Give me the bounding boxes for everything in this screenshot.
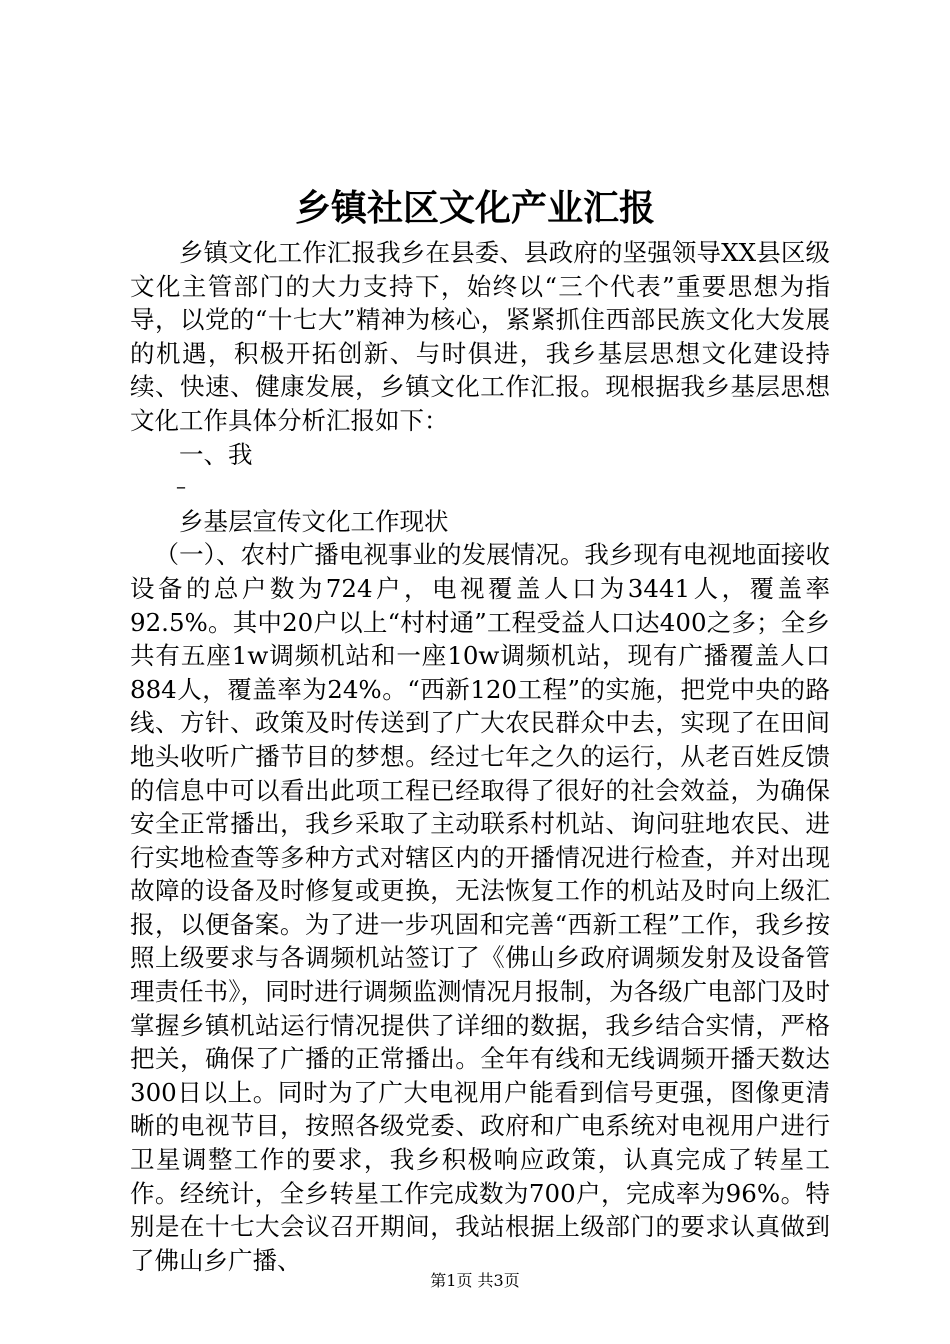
document-body: [130, 236, 830, 1277]
section-heading-part2: 乡基层宣传文化工作现状: [179, 506, 449, 536]
section-heading-part1: 一、我: [179, 439, 253, 469]
dash-mark: –: [176, 474, 186, 499]
document-title: 乡镇社区文化产业汇报: [294, 187, 655, 229]
intro-paragraph: 乡镇文化工作汇报我乡在县委、县政府的坚强领导XX县区级文化主管部门的大力支持下，始终以“三个代表”重要思想为指导，以党的“十七大”精神为核心，紧紧抓住西部民族文化大发展的机遇，积极开拓创新、与时俱进，我乡基层思想文化建设持续、快速、健康发展，乡镇文化工作汇报。现根据我乡基层思想文化工作具体分析汇报如下：: [130, 238, 830, 435]
broadcast-paragraph: （一）、农村广播电视事业的发展情况。我乡现有电视地面接收设备的总户数为724户，电视覆盖人口为3441人，覆盖率92.5%。其中20户以上“村村通”工程受益人口达400之多；全乡共有五座1w调频机站和一座10w调频机站，现有广播覆盖人口884人，覆盖率为24%。“西新120工程”的实施，把党中央的路线、方针、政策及时传送到了广大农民群众中去，实现了在田间地头收听广播节目的梦想。经过七年之久的运行，从老百姓反馈的信息中可以看出此项工程已经取得了很好的社会效益，为确保安全正常播出，我乡采取了主动联系村机站、询问驻地农民、进行实地检查等多种方式对辖区内的开播情况进行检查，并对出现故障的设备及时修复或更换，无法恢复工作的机站及时向上级汇报，以便备案。为了进一步巩固和完善“西新工程”工作，我乡按照上级要求与各调频机站签订了《佛山乡政府调频发射及设备管理责任书》，同时进行调频监测情况月报制，为各级广电部门及时掌握乡镇机站运行情况提供了详细的数据，我乡结合实情，严格把关，确保了广播的正常播出。全年有线和无线调频开播天数达300日以上。同时为了广大电视用户能看到信号更强，图像更清晰的电视节目，按照各级党委、政府和广电系统对电视用户进行卫星调整工作的要求，我乡积极响应政策，认真完成了转星工作。经统计，全乡转星工作完成数为700户，完成率为96%。特别是在十七大会议召开期间，我站根据上级部门的要求认真做到了佛山乡广播、: [130, 540, 830, 1275]
page-footer: 第1页 共3页: [430, 1271, 520, 1290]
